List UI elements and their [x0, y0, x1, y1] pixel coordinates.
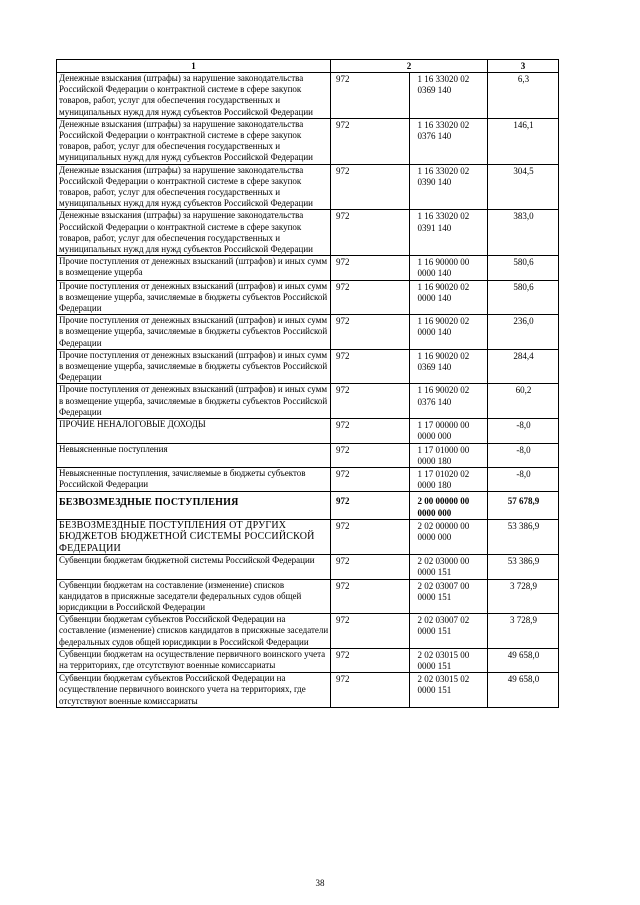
- table-row: [57, 555, 559, 579]
- admin-code-cell: 972: [331, 315, 410, 350]
- row-name-cell: Невыясненные поступления: [57, 443, 331, 467]
- admin-code-cell: 972: [331, 467, 410, 491]
- budget-code-cell: 1 16 90020 02 0369 140: [409, 349, 488, 384]
- amount-cell: 304,5: [488, 164, 559, 210]
- budget-code-cell: 2 02 03000 00 0000 151: [409, 555, 488, 579]
- table-header-row: [57, 60, 559, 73]
- row-name-cell: Субвенции бюджетам на осуществление первичного воинского учета на территориях, где отсутствуют военные комиссариаты: [57, 648, 331, 672]
- row-name-cell: Денежные взыскания (штрафы) за нарушение законодательства Российской Федерации о контрактной системе в сфере закупок товаров, работ, услуг для обеспечения государственных и муниципальных нужд для нужд субъектов Российской Федерации: [57, 118, 331, 164]
- table-row: [57, 164, 559, 210]
- budget-code-cell: 1 17 01000 00 0000 180: [409, 443, 488, 467]
- row-name-cell: Прочие поступления от денежных взысканий (штрафов) и иных сумм в возмещение ущерба, зачисляемые в бюджеты субъектов Российской Федерации: [57, 349, 331, 384]
- table-row: [57, 73, 559, 119]
- amount-cell: 53 386,9: [488, 555, 559, 579]
- budget-code-cell: 2 00 00000 00 0000 000: [409, 492, 488, 519]
- column-header-1: 1: [57, 60, 331, 73]
- admin-code-cell: 972: [331, 280, 410, 315]
- amount-cell: 383,0: [488, 210, 559, 256]
- table-row: [57, 673, 559, 708]
- budget-code-cell: 1 16 90020 02 0376 140: [409, 384, 488, 419]
- table-body: [57, 73, 559, 708]
- budget-code-cell: 2 02 03007 00 0000 151: [409, 579, 488, 614]
- row-name-cell: Невыясненные поступления, зачисляемые в бюджеты субъектов Российской Федерации: [57, 467, 331, 491]
- page-number: 38: [315, 878, 325, 888]
- amount-cell: 3 728,9: [488, 579, 559, 614]
- row-name-cell: Денежные взыскания (штрафы) за нарушение законодательства Российской Федерации о контрактной системе в сфере закупок товаров, работ, услуг для обеспечения государственных и муниципальных нужд для нужд субъектов Российской Федерации: [57, 73, 331, 119]
- row-name-cell: Субвенции бюджетам субъектов Российской Федерации на составление (изменение) списков кандидатов в присяжные заседатели федеральных судов общей юрисдикции в Российской Федерации: [57, 614, 331, 649]
- column-header-3: 3: [488, 60, 559, 73]
- table-row: [57, 384, 559, 419]
- column-header-2: 2: [331, 60, 488, 73]
- row-name-cell: БЕЗВОЗМЕЗДНЫЕ ПОСТУПЛЕНИЯ: [57, 492, 331, 519]
- table-row: [57, 614, 559, 649]
- table-row: [57, 419, 559, 443]
- amount-cell: 236,0: [488, 315, 559, 350]
- table-row: [57, 256, 559, 280]
- admin-code-cell: 972: [331, 210, 410, 256]
- amount-cell: 53 386,9: [488, 519, 559, 555]
- row-name-cell: Прочие поступления от денежных взысканий (штрафов) и иных сумм в возмещение ущерба, зачисляемые в бюджеты субъектов Российской Федерации: [57, 384, 331, 419]
- budget-code-cell: 2 02 00000 00 0000 000: [409, 519, 488, 555]
- table-row: [57, 519, 559, 555]
- row-name-cell: Прочие поступления от денежных взысканий (штрафов) и иных сумм в возмещение ущерба, зачисляемые в бюджеты субъектов Российской Федерации: [57, 280, 331, 315]
- table-row: [57, 579, 559, 614]
- admin-code-cell: 972: [331, 164, 410, 210]
- admin-code-cell: 972: [331, 648, 410, 672]
- table-row: [57, 648, 559, 672]
- amount-cell: 580,6: [488, 280, 559, 315]
- budget-code-cell: 1 17 00000 00 0000 000: [409, 419, 488, 443]
- table-row: [57, 315, 559, 350]
- amount-cell: 57 678,9: [488, 492, 559, 519]
- table-row: [57, 210, 559, 256]
- amount-cell: 49 658,0: [488, 648, 559, 672]
- amount-cell: 146,1: [488, 118, 559, 164]
- row-name-cell: Прочие поступления от денежных взысканий (штрафов) и иных сумм в возмещение ущерба: [57, 256, 331, 280]
- table-row: [57, 492, 559, 519]
- row-name-cell: Субвенции бюджетам на составление (изменение) списков кандидатов в присяжные заседатели федеральных судов общей юрисдикции в Российской Федерации: [57, 579, 331, 614]
- row-name-cell: Прочие поступления от денежных взысканий (штрафов) и иных сумм в возмещение ущерба, зачисляемые в бюджеты субъектов Российской Федерации: [57, 315, 331, 350]
- admin-code-cell: 972: [331, 673, 410, 708]
- budget-code-cell: 2 02 03015 02 0000 151: [409, 673, 488, 708]
- admin-code-cell: 972: [331, 614, 410, 649]
- revenue-table: [56, 59, 559, 708]
- row-name-cell: БЕЗВОЗМЕЗДНЫЕ ПОСТУПЛЕНИЯ ОТ ДРУГИХ БЮДЖЕТОВ БЮДЖЕТНОЙ СИСТЕМЫ РОССИЙСКОЙ ФЕДЕРАЦИИ: [57, 519, 331, 555]
- budget-code-cell: 2 02 03007 02 0000 151: [409, 614, 488, 649]
- budget-code-cell: 1 16 90020 02 0000 140: [409, 280, 488, 315]
- budget-code-cell: 1 16 33020 02 0369 140: [409, 73, 488, 119]
- admin-code-cell: 972: [331, 256, 410, 280]
- amount-cell: 60,2: [488, 384, 559, 419]
- table-row: [57, 118, 559, 164]
- admin-code-cell: 972: [331, 118, 410, 164]
- budget-code-cell: 1 17 01020 02 0000 180: [409, 467, 488, 491]
- amount-cell: -8,0: [488, 467, 559, 491]
- row-name-cell: ПРОЧИЕ НЕНАЛОГОВЫЕ ДОХОДЫ: [57, 419, 331, 443]
- budget-code-cell: 1 16 33020 02 0391 140: [409, 210, 488, 256]
- budget-code-cell: 1 16 90020 02 0000 140: [409, 315, 488, 350]
- table-row: [57, 349, 559, 384]
- admin-code-cell: 972: [331, 579, 410, 614]
- amount-cell: 284,4: [488, 349, 559, 384]
- amount-cell: -8,0: [488, 419, 559, 443]
- amount-cell: 3 728,9: [488, 614, 559, 649]
- table-row: [57, 467, 559, 491]
- table-row: [57, 443, 559, 467]
- amount-cell: 580,6: [488, 256, 559, 280]
- admin-code-cell: 972: [331, 73, 410, 119]
- table-row: [57, 280, 559, 315]
- admin-code-cell: 972: [331, 349, 410, 384]
- amount-cell: -8,0: [488, 443, 559, 467]
- admin-code-cell: 972: [331, 384, 410, 419]
- amount-cell: 49 658,0: [488, 673, 559, 708]
- row-name-cell: Денежные взыскания (штрафы) за нарушение законодательства Российской Федерации о контрактной системе в сфере закупок товаров, работ, услуг для обеспечения государственных и муниципальных нужд для нужд субъектов Российской Федерации: [57, 210, 331, 256]
- amount-cell: 6,3: [488, 73, 559, 119]
- row-name-cell: Денежные взыскания (штрафы) за нарушение законодательства Российской Федерации о контрактной системе в сфере закупок товаров, работ, услуг для обеспечения государственных и муниципальных нужд для нужд субъектов Российской Федерации: [57, 164, 331, 210]
- admin-code-cell: 972: [331, 443, 410, 467]
- admin-code-cell: 972: [331, 492, 410, 519]
- budget-code-cell: 1 16 33020 02 0390 140: [409, 164, 488, 210]
- budget-code-cell: 1 16 33020 02 0376 140: [409, 118, 488, 164]
- budget-code-cell: 1 16 90000 00 0000 140: [409, 256, 488, 280]
- admin-code-cell: 972: [331, 419, 410, 443]
- budget-code-cell: 2 02 03015 00 0000 151: [409, 648, 488, 672]
- admin-code-cell: 972: [331, 519, 410, 555]
- row-name-cell: Субвенции бюджетам субъектов Российской Федерации на осуществление первичного воинского учета на территориях, где отсутствуют военные комиссариаты: [57, 673, 331, 708]
- row-name-cell: Субвенции бюджетам бюджетной системы Российской Федерации: [57, 555, 331, 579]
- admin-code-cell: 972: [331, 555, 410, 579]
